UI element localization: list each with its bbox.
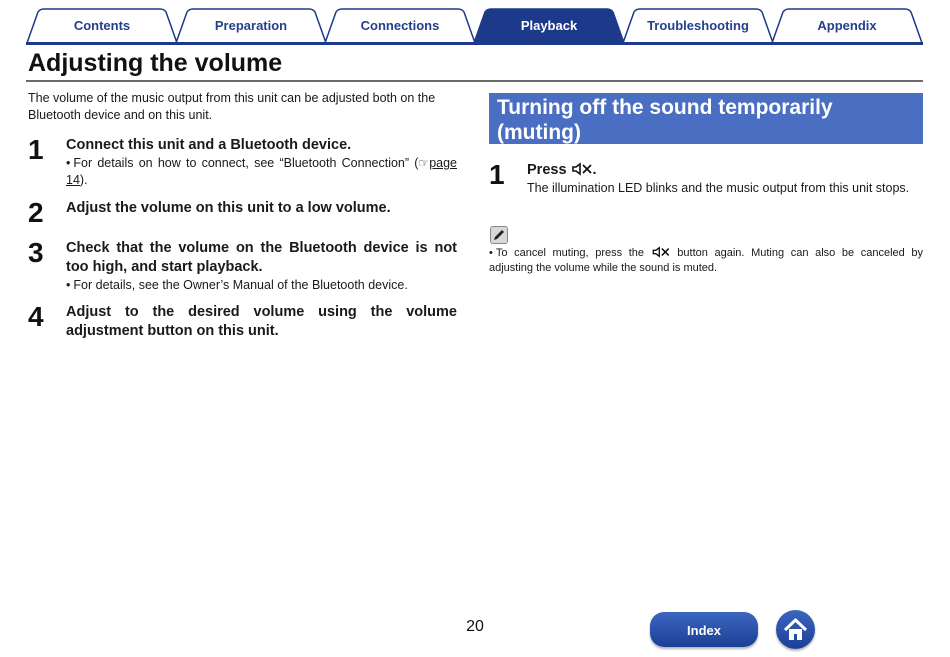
- tab-troubleshooting-label: Troubleshooting: [647, 18, 749, 33]
- tab-baseline: [26, 42, 923, 45]
- step-2-number: 2: [28, 197, 44, 228]
- step-4-heading: Adjust to the desired volume using the volume adjustment button on this unit.: [66, 304, 457, 339]
- tab-bar: [26, 8, 923, 46]
- intro-text: The volume of the music output from this unit can be adjusted both on the Bluetooth device and on this unit.: [28, 91, 436, 122]
- step-1-number: 1: [28, 134, 44, 165]
- tab-contents-label: Contents: [73, 18, 131, 33]
- bullet: •: [66, 278, 71, 292]
- muting-step-1-description: The illumination LED blinks and the music output from this unit stops.: [527, 181, 910, 195]
- press-label: Press: [527, 162, 567, 178]
- title-divider: [26, 80, 923, 82]
- muting-note: [489, 246, 923, 276]
- muting-note-suffix: button again. Muting can also be canceled by adjusting the volume while the sound is muted.: [489, 247, 923, 274]
- mute-icon-small: [651, 246, 671, 258]
- step-4-number: 4: [28, 301, 44, 332]
- step-2-heading: Adjust the volume on this unit to a low volume.: [66, 200, 391, 216]
- home-icon: [782, 616, 809, 643]
- muting-step-1-number: 1: [489, 159, 505, 190]
- step-1-note: [66, 155, 457, 189]
- bullet: •: [66, 156, 71, 170]
- page-title: Adjusting the volume: [28, 49, 283, 77]
- page-number: 20: [466, 618, 484, 635]
- mute-icon: [571, 162, 593, 176]
- tab-appendix-label: Appendix: [817, 18, 877, 33]
- tab-playback-label: Playback: [520, 18, 578, 33]
- muting-section-title: Turning off the sound temporarily (muting): [497, 96, 833, 144]
- tab-appendix[interactable]: [771, 8, 923, 43]
- index-button[interactable]: Index: [650, 612, 758, 647]
- muting-note-prefix: To cancel muting, press the: [495, 247, 645, 259]
- tab-troubleshooting[interactable]: [622, 8, 774, 43]
- step-1-note-suffix: ).: [79, 173, 88, 187]
- tab-connections-label: Connections: [360, 18, 440, 33]
- step-1-heading: Connect this unit and a Bluetooth device.: [66, 137, 352, 153]
- step-3-note: [66, 277, 457, 294]
- step-3-heading: Check that the volume on the Bluetooth device is not too high, and start playback.: [66, 240, 457, 275]
- pointing-hand-icon: ☞: [418, 156, 430, 170]
- step-1-note-text: For details on how to connect, see “Bluetooth Connection” (: [73, 156, 419, 170]
- home-button[interactable]: [776, 610, 815, 649]
- tab-preparation[interactable]: [175, 8, 327, 43]
- tab-playback[interactable]: [473, 8, 625, 43]
- step-3-note-text: For details, see the Owner’s Manual of the Bluetooth device.: [73, 278, 408, 292]
- press-suffix: .: [592, 162, 597, 178]
- page-14-link[interactable]: page 14: [66, 156, 457, 187]
- tab-contents[interactable]: [26, 8, 178, 43]
- step-3-number: 3: [28, 237, 44, 268]
- tab-connections[interactable]: [324, 8, 476, 43]
- pencil-note-icon: [490, 226, 508, 244]
- tab-preparation-label: Preparation: [214, 18, 288, 33]
- bullet: •: [489, 247, 493, 259]
- muting-section-banner: [489, 93, 923, 144]
- muting-step-1-heading: [527, 161, 918, 180]
